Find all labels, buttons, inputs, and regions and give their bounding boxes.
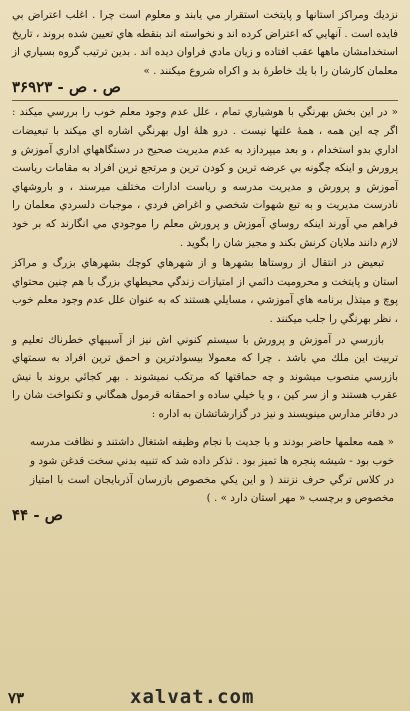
block-quote: « همه معلمها حاضر بودند و با جديت با نجام وظيفه اشتغال داشتند و نظافت مدرسه خوب بود - شيشه پنجره ها تميز بود . تذكر داده شد كه تنبيه بدني سخت قدغن شود و در كلاس ترگي حرف نزنند ( و اين يكي مخصوص بازرسان آذربايجان است با امتياز مخصوص و برچسب « مهر استان دارد » . ) [30, 436, 394, 505]
paragraph-1: نزديك ومراكز استانها و پايتخت استقرار مي يابند و معلوم است چرا . اغلب اعتراض بي فايده است . آنهايي كه اعتراض كرده اند و نخواسته اند بنقطه هاي تعيين شده بروند ، تاريخ استخدامشان ماهها عقب افتاده و زيان مادي فراوان ديده اند . بدين ترتيب گروه بسياري از معلمان كارشان را با يك خاطرهٔ بد و اكراه شروع ميكنند . » [12, 9, 398, 77]
paragraph-2: « در اين بخش بهرنگي با هوشياري تمام ، علل عدم وجود معلم خوب را بررسي ميكند : اگر چه اين همه ، همهٔ علتها نيست . درو هلهٔ اول بهرنگي اشاره اي ميكند با تبعيضات اداري بدو استخدام ، و بعد ميپردازد به عدم مديريت صحيح در دستگاههاي اداري آموزش و پرورش و اينكه چگونه بي عرضه ترين و كودن ترين و مرتجع ترين افراد به مقامات رياست آموزش و پرورش و مديريت مدرسه و رياست ادارات مختلف ميرسند ، و باروشهاي نادرست مديريت و به تبع شهوات شخصي و اغراض فردي ، موجبات دلسردي معلمان را فراهم مي آورند اينكه روساي آموزش و پرورش معلم را موجودي مي انگارند كه بر خود لازم دانند ملايان كرنش بكند و مجيز شان را بگويد . [12, 106, 398, 249]
page-reference-1: ص . ص - ۳۶۹۲۳ [12, 78, 121, 97]
watermark: xalvat.com [130, 686, 255, 708]
page-reference-2: ص - ۴۴ [12, 505, 63, 524]
paragraph-4: بازرسي در آموزش و پرورش با سيستم كنوني اش نيز از آسيبهاي خطرناك تعليم و تربيت اين ملك مي باشد . چرا كه معمولا بيسوادترين و احمق ترين افراد به سمتهاي بازرسي منصوب ميشوند و چه حماقتها كه مرتكب نميشوند . بهر كجائي بروند با نيش عقرب هستند و از سر كين ، و يا خيلي ساده و احمقانه قرمول همگاني و تكنواخت شان را در دفاتر مدارس مينويسند و نيز در گزارشاتشان به اداره : [12, 333, 398, 420]
page-footer [0, 685, 410, 709]
section-divider [12, 100, 398, 101]
paragraph-3: تبعيض در انتقال از روستاها بشهرها و از شهرهاي كوچك بشهرهاي بزرگ و مراكز استان و پايتخت و محروميت دائمي از امتيازات زندگي محيطهاي بزرگ با هم چنين محتواي پوچ و ميتذل برنامه هاي آموزشي ، مسايلي هستند كه به عنوان علل عدم وجود معلم خوب ، نظر بهرنگي را جلب ميكنند . [12, 257, 398, 325]
page-number: ۷۳ [8, 689, 25, 707]
